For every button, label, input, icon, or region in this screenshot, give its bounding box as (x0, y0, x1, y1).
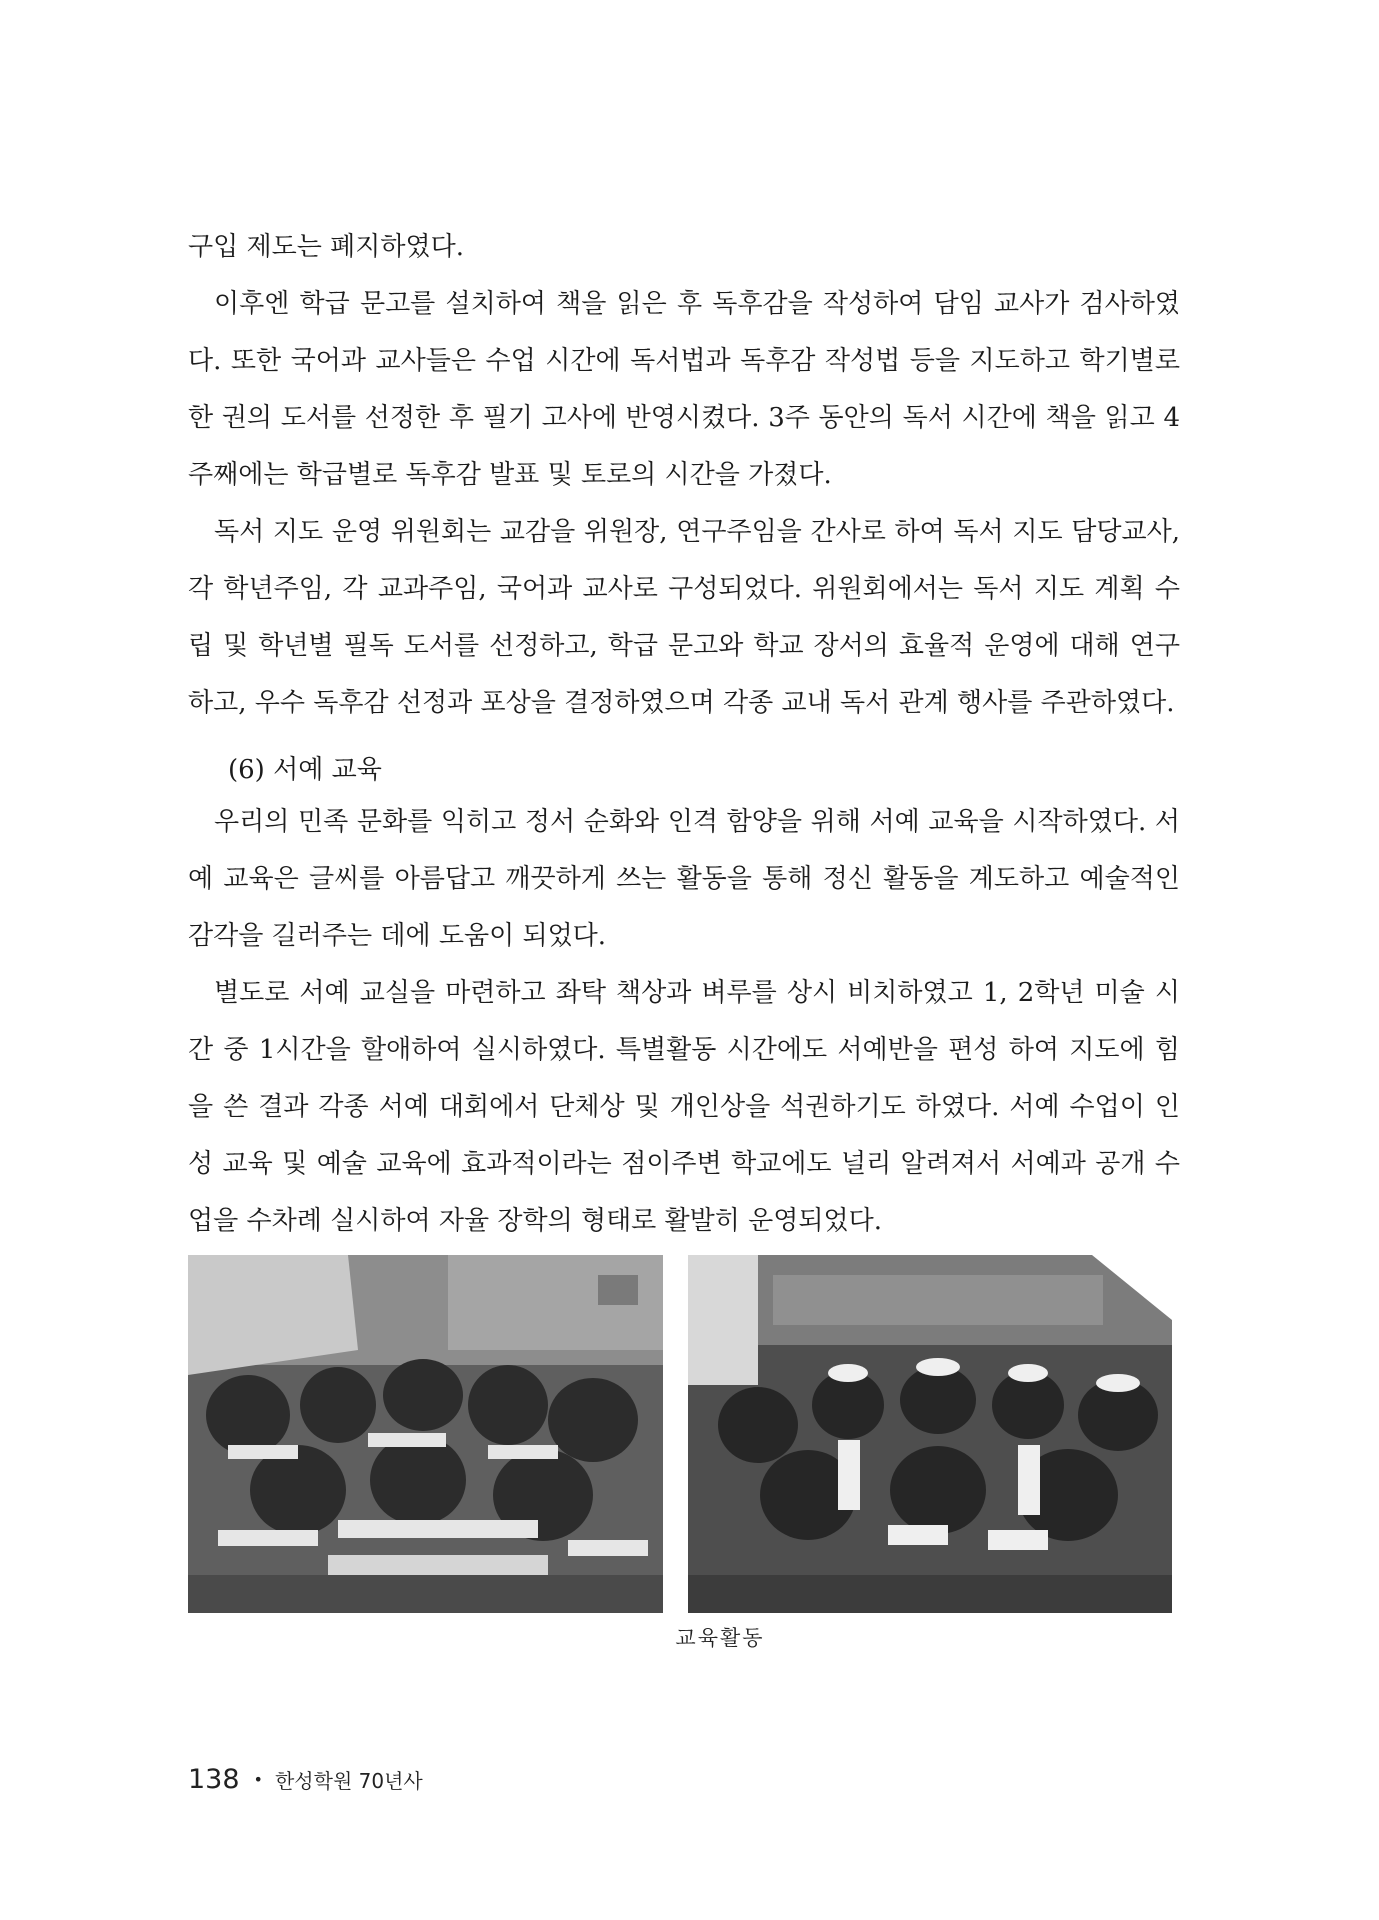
figure-caption: 교육활동 (675, 1626, 765, 1650)
paragraph-class-library: 이후엔 학급 문고를 설치하여 책을 읽은 후 독후감을 작성하여 담임 교사가 검사하였다. 또한 국어과 교사들은 수업 시간에 독서법과 독후감 작성법 등을 지도하고 학기별로 한 권의 도서를 선정한 후 필기 고사에 반영시켰다. 3주 동안의 독서 시간에 책을 읽고 4주째에는 학급별로 독후감 발표 및 토로의 시간을 가졌다. (188, 289, 1180, 490)
book-title: 한성학원 70년사 (274, 1769, 423, 1793)
body-text-top (188, 219, 1180, 732)
body-text-calligraphy (188, 794, 1180, 1250)
paragraph-book-purchase: 구입 제도는 폐지하였다. (188, 232, 464, 262)
page-footer (188, 1764, 423, 1795)
paragraph-calligraphy-classroom: 별도로 서예 교실을 마련하고 좌탁 책상과 벼루를 상시 비치하였고 1, 2학년 미술 시간 중 1시간을 할애하여 실시하였다. 특별활동 시간에도 서예반을 편성 하여 지도에 힘을 쓴 결과 각종 서예 대회에서 단체상 및 개인상을 석권하기도 하였다. 서예 수업이 인성 교육 및 예술 교육에 효과적이라는 점이주변 학교에도 널리 알려져서 서예과 공개 수업을 수차례 실시하여 자율 장학의 형태로 활발히 운영되었다. (188, 978, 1180, 1236)
page-number: 138 (188, 1764, 240, 1795)
photo-calligraphy-class-right (688, 1255, 1172, 1613)
paragraph-calligraphy-intro: 우리의 민족 문화를 익히고 정서 순화와 인격 함양을 위해 서예 교육을 시작하였다. 서예 교육은 글씨를 아름답고 깨끗하게 쓰는 활동을 통해 정신 활동을 계도하고 예술적인 감각을 길러주는 데에 도움이 되었다. (188, 807, 1180, 951)
paragraph-reading-committee: 독서 지도 운영 위원회는 교감을 위원장, 연구주임을 간사로 하여 독서 지도 담당교사, 각 학년주임, 각 교과주임, 국어과 교사로 구성되었다. 위원회에서는 독서 지도 계획 수립 및 학년별 필독 도서를 선정하고, 학급 문고와 학교 장서의 효율적 운영에 대해 연구하고, 우수 독후감 선정과 포상을 결정하였으며 각종 교내 독서 관계 행사를 주관하였다. (188, 517, 1180, 718)
photo-calligraphy-class-left (188, 1255, 663, 1613)
footer-separator-dot: • (253, 1770, 263, 1789)
section-heading-calligraphy: (6) 서예 교육 (228, 755, 382, 785)
